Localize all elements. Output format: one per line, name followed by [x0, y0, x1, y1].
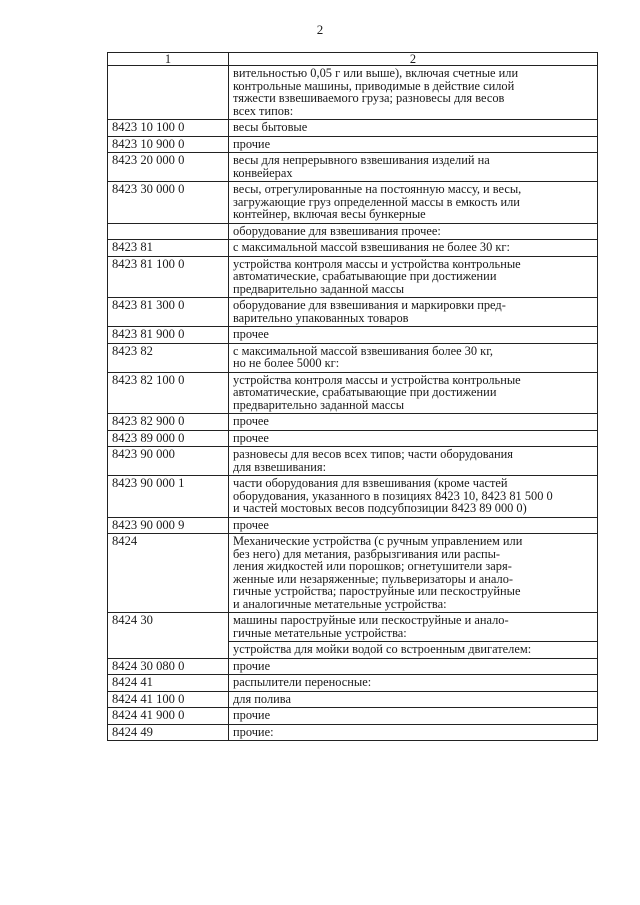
code-cell: 8423 82 900 0: [108, 414, 229, 431]
code-cell: 8423 20 000 0: [108, 153, 229, 182]
description-cell: [229, 298, 598, 327]
description-cell: [229, 447, 598, 476]
description-line: оборудования, указанного в позициях 8423 10, 8423 81 500 0: [233, 488, 553, 503]
table-row: [108, 327, 598, 344]
table-row: [108, 240, 598, 257]
code-cell: 8423 81 100 0: [108, 256, 229, 298]
description-line: варительно упакованных товаров: [233, 310, 409, 325]
description-cell: [229, 708, 598, 725]
table-row: [108, 675, 598, 692]
table-row: [108, 447, 598, 476]
code-cell: 8424 30 080 0: [108, 658, 229, 675]
code-cell: 8423 81: [108, 240, 229, 257]
table-row: [108, 534, 598, 613]
table-row: [108, 182, 598, 224]
description-cell: [229, 613, 598, 642]
description-line: устройства контроля массы и устройства контрольные: [233, 372, 521, 387]
table-row: [108, 613, 598, 642]
table-row: [108, 136, 598, 153]
description-line: ления жидкостей или порошков; огнетушители заря-: [233, 559, 512, 573]
description-line: автоматические, срабатывающие при достижении: [233, 385, 497, 399]
description-line: прочее: [233, 414, 269, 428]
description-line: прочее: [233, 430, 269, 445]
description-line: весы для непрерывного взвешивания изделий на: [233, 153, 490, 167]
description-cell: [229, 153, 598, 182]
description-cell: [229, 691, 598, 708]
description-cell: [229, 658, 598, 675]
description-line: с максимальной массой взвешивания более 30 кг,: [233, 343, 493, 358]
description-line: для взвешивания:: [233, 459, 327, 474]
description-line: для полива: [233, 691, 291, 706]
page-number: 2: [316, 22, 324, 37]
description-line: с максимальной массой взвешивания не более 30 кг:: [233, 240, 510, 254]
code-cell: 8423 82 100 0: [108, 372, 229, 414]
description-line: устройства контроля массы и устройства контрольные: [233, 256, 521, 271]
table-row: [108, 66, 598, 120]
description-line: весы, отрегулированные на постоянную массу, и весы,: [233, 182, 522, 196]
description-cell: [229, 430, 598, 447]
description-line: прочие:: [233, 724, 274, 739]
table-body: [108, 66, 598, 741]
code-cell: [108, 66, 229, 120]
description-cell: [229, 240, 598, 257]
table-row: [108, 120, 598, 137]
description-cell: [229, 136, 598, 153]
description-cell: [229, 414, 598, 431]
description-cell: [229, 476, 598, 518]
code-cell: 8423 90 000 9: [108, 517, 229, 534]
description-line: и аналогичные метательные устройства:: [233, 596, 447, 611]
description-cell: [229, 372, 598, 414]
description-line: предварительно заданной массы: [233, 397, 405, 412]
description-line: прочее: [233, 327, 269, 341]
description-line: тяжести взвешиваемого груза; разновесы для весов: [233, 91, 505, 105]
description-line: гичные метательные устройства:: [233, 625, 407, 640]
code-cell: 8424 41: [108, 675, 229, 692]
table-row: [108, 430, 598, 447]
description-cell: [229, 66, 598, 120]
description-line: прочее: [233, 517, 269, 532]
table-row: [108, 256, 598, 298]
description-line: и частей мостовых весов подсубпозиции 8423 89 000 0): [233, 501, 527, 515]
column-header-1: 1: [108, 53, 229, 66]
table-row: [108, 343, 598, 372]
description-line: вительностью 0,05 г или выше), включая счетные или: [233, 66, 519, 80]
description-cell: [229, 724, 598, 741]
table-row: [108, 372, 598, 414]
description-line: контейнер, включая весы бункерные: [233, 207, 426, 221]
description-cell: [229, 343, 598, 372]
description-cell: [229, 327, 598, 344]
code-cell: [108, 223, 229, 240]
table-row: [108, 724, 598, 741]
description-line: разновесы для весов всех типов; части оборудования: [233, 447, 513, 461]
code-cell: 8423 90 000: [108, 447, 229, 476]
description-cell: [229, 517, 598, 534]
table-row: [108, 658, 598, 675]
description-line: весы бытовые: [233, 120, 308, 134]
description-line: загружающие груз определенной массы в емкость или: [233, 194, 520, 209]
code-cell: 8423 10 900 0: [108, 136, 229, 153]
description-line: части оборудования для взвешивания (кроме частей: [233, 476, 508, 490]
code-cell: 8423 89 000 0: [108, 430, 229, 447]
description-cell: [229, 182, 598, 224]
column-header-2: 2: [229, 53, 598, 66]
description-line: всех типов:: [233, 103, 294, 118]
description-cell: [229, 642, 598, 659]
description-cell: [229, 256, 598, 298]
code-cell: 8423 10 100 0: [108, 120, 229, 137]
description-cell: [229, 120, 598, 137]
description-line: но не более 5000 кг:: [233, 356, 340, 370]
code-cell: 8424: [108, 534, 229, 613]
table-row: [108, 414, 598, 431]
description-line: без него) для метания, разбрызгивания или распы-: [233, 546, 501, 561]
description-line: гичные устройства; пароструйные или пескоструйные: [233, 584, 521, 598]
code-cell: 8424 41 900 0: [108, 708, 229, 725]
description-line: женные или незаряженные; пульверизаторы и анало-: [233, 571, 514, 586]
description-line: Механические устройства (с ручным управлением или: [233, 534, 523, 548]
description-line: распылители переносные:: [233, 675, 372, 689]
description-line: оборудование для взвешивания и маркировки пред-: [233, 298, 506, 312]
description-line: контрольные машины, приводимые в действие силой: [233, 78, 515, 93]
table-row: [108, 223, 598, 240]
table-row: [108, 517, 598, 534]
code-cell: 8423 82: [108, 343, 229, 372]
description-line: устройства для мойки водой со встроенным двигателем:: [233, 642, 532, 656]
description-line: машины пароструйные или пескоструйные и анало-: [233, 613, 509, 627]
description-line: предварительно заданной массы: [233, 281, 405, 296]
table-row: [108, 476, 598, 518]
description-line: конвейерах: [233, 165, 293, 180]
code-cell: 8423 81 300 0: [108, 298, 229, 327]
code-cell: 8424 49: [108, 724, 229, 741]
table-row: [108, 691, 598, 708]
code-cell: 8423 30 000 0: [108, 182, 229, 224]
description-cell: [229, 534, 598, 613]
table-row: [108, 153, 598, 182]
tariff-code-table: [107, 52, 598, 741]
description-line: оборудование для взвешивания прочее:: [233, 223, 441, 238]
description-cell: [229, 675, 598, 692]
code-cell: 8424 41 100 0: [108, 691, 229, 708]
code-cell: 8423 90 000 1: [108, 476, 229, 518]
description-line: автоматические, срабатывающие при достижении: [233, 269, 497, 283]
description-line: прочие: [233, 658, 271, 673]
description-line: прочие: [233, 136, 271, 151]
table-header-row: [108, 53, 598, 66]
table-row: [108, 298, 598, 327]
description-cell: [229, 223, 598, 240]
code-cell: 8423 81 900 0: [108, 327, 229, 344]
table-row: [108, 708, 598, 725]
code-cell: 8424 30: [108, 613, 229, 659]
description-line: прочие: [233, 708, 271, 722]
